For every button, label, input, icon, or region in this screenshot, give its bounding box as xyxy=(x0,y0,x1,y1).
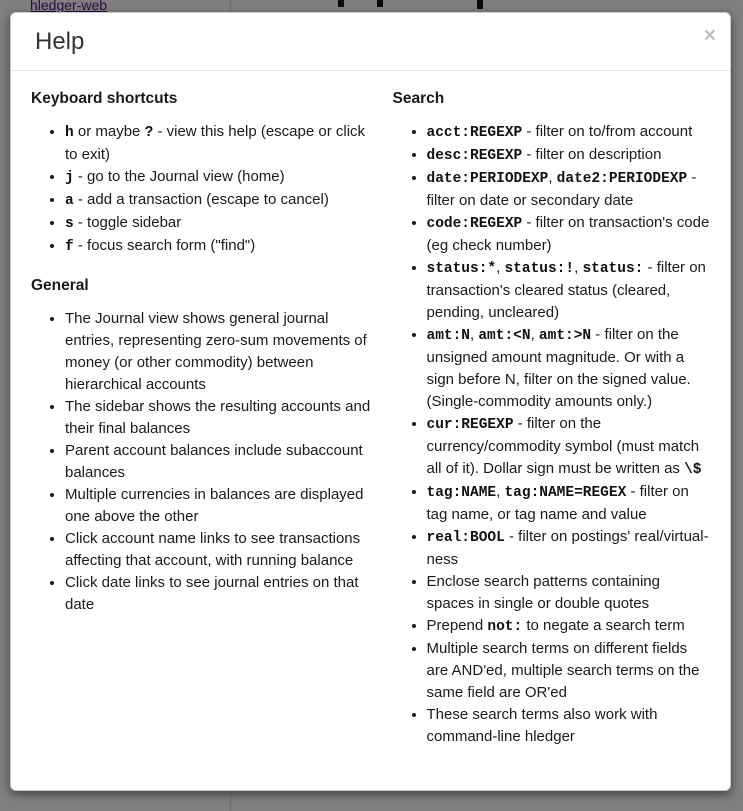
code-term: \$ xyxy=(684,462,702,478)
list-item: • a - add a transaction (escape to cancel) xyxy=(65,189,371,212)
code-term: status:! xyxy=(504,261,575,277)
help-right-column xyxy=(371,71,711,758)
list-item: • real:BOOL - filter on postings' real/virtual-ness xyxy=(427,526,711,571)
code-term: h xyxy=(65,125,74,141)
list-item: • Click date links to see journal entries on that date xyxy=(65,572,371,616)
code-term: status: xyxy=(582,261,644,277)
list-item: • Prepend not: to negate a search term xyxy=(427,615,711,638)
list-item: • h or maybe ? - view this help (escape or click to exit) xyxy=(65,121,371,166)
list-item: • These search terms also work with command-line hledger xyxy=(427,704,711,748)
code-term: s xyxy=(65,216,74,232)
code-term: not: xyxy=(487,619,523,635)
list-item: • f - focus search form ("find") xyxy=(65,235,371,258)
list-item: • status:*, status:!, status: - filter on transaction's cleared status (cleared, pending, uncleared) xyxy=(427,257,711,324)
code-term: date2:PERIODEXP xyxy=(556,171,688,187)
code-term: date:PERIODEXP xyxy=(426,171,549,187)
list-item: • date:PERIODEXP, date2:PERIODEXP - filter on date or secondary date xyxy=(427,167,711,212)
search-heading: Search xyxy=(392,90,445,107)
code-term: acct:REGEXP xyxy=(426,125,523,141)
code-term: tag:NAME=REGEX xyxy=(504,485,627,501)
general-heading: General xyxy=(31,277,89,294)
list-item: • tag:NAME, tag:NAME=REGEX - filter on tag name, or tag name and value xyxy=(427,481,711,526)
code-term: ? xyxy=(144,125,154,141)
help-left-column xyxy=(31,71,371,758)
list-item: • acct:REGEXP - filter on to/from account xyxy=(427,121,711,144)
code-term: desc:REGEXP xyxy=(426,148,523,164)
modal-header xyxy=(11,13,730,71)
general-list xyxy=(31,308,371,616)
code-term: j xyxy=(65,170,74,186)
code-term: amt:>N xyxy=(538,328,592,344)
code-term: real:BOOL xyxy=(426,530,505,546)
list-item: • Click account name links to see transactions affecting that account, with running balance xyxy=(65,528,371,572)
code-term: status:* xyxy=(426,261,497,277)
list-item: • The sidebar shows the resulting accounts and their final balances xyxy=(65,396,371,440)
code-term: a xyxy=(65,193,74,209)
help-modal xyxy=(10,12,731,791)
keyboard-shortcuts-list xyxy=(31,121,371,258)
list-item: • amt:N, amt:<N, amt:>N - filter on the unsigned amount magnitude. Or with a sign before N, filter on the signed value. (Single-commodity amounts only.) xyxy=(427,324,711,413)
modal-title: Help xyxy=(35,28,85,55)
code-term: code:REGEXP xyxy=(426,216,523,232)
modal-body xyxy=(11,71,730,778)
list-item: • code:REGEXP - filter on transaction's code (eg check number) xyxy=(427,212,711,257)
code-term: cur:REGEXP xyxy=(426,417,514,433)
list-item: • j - go to the Journal view (home) xyxy=(65,166,371,189)
list-item: • s - toggle sidebar xyxy=(65,212,371,235)
code-term: amt:<N xyxy=(478,328,531,344)
list-item: • Parent account balances include subaccount balances xyxy=(65,440,371,484)
list-item: • The Journal view shows general journal entries, representing zero-sum movements of money (or other commodity) between hierarchical accounts xyxy=(65,308,371,396)
keyboard-shortcuts-heading: Keyboard shortcuts xyxy=(31,90,178,107)
list-item: • Enclose search patterns containing spaces in single or double quotes xyxy=(427,571,711,615)
list-item: • Multiple search terms on different fields are AND'ed, multiple search terms on the same field are OR'ed xyxy=(427,638,711,704)
list-item: • desc:REGEXP - filter on description xyxy=(427,144,711,167)
code-term: f xyxy=(65,239,74,255)
close-button[interactable]: × xyxy=(703,24,716,47)
list-item: • cur:REGEXP - filter on the currency/commodity symbol (must match all of it). Dollar sign must be written as \$ xyxy=(427,413,711,481)
list-item: • Multiple currencies in balances are displayed one above the other xyxy=(65,484,371,528)
code-term: tag:NAME xyxy=(426,485,497,501)
search-list xyxy=(393,121,711,748)
code-term: amt:N xyxy=(426,328,471,344)
